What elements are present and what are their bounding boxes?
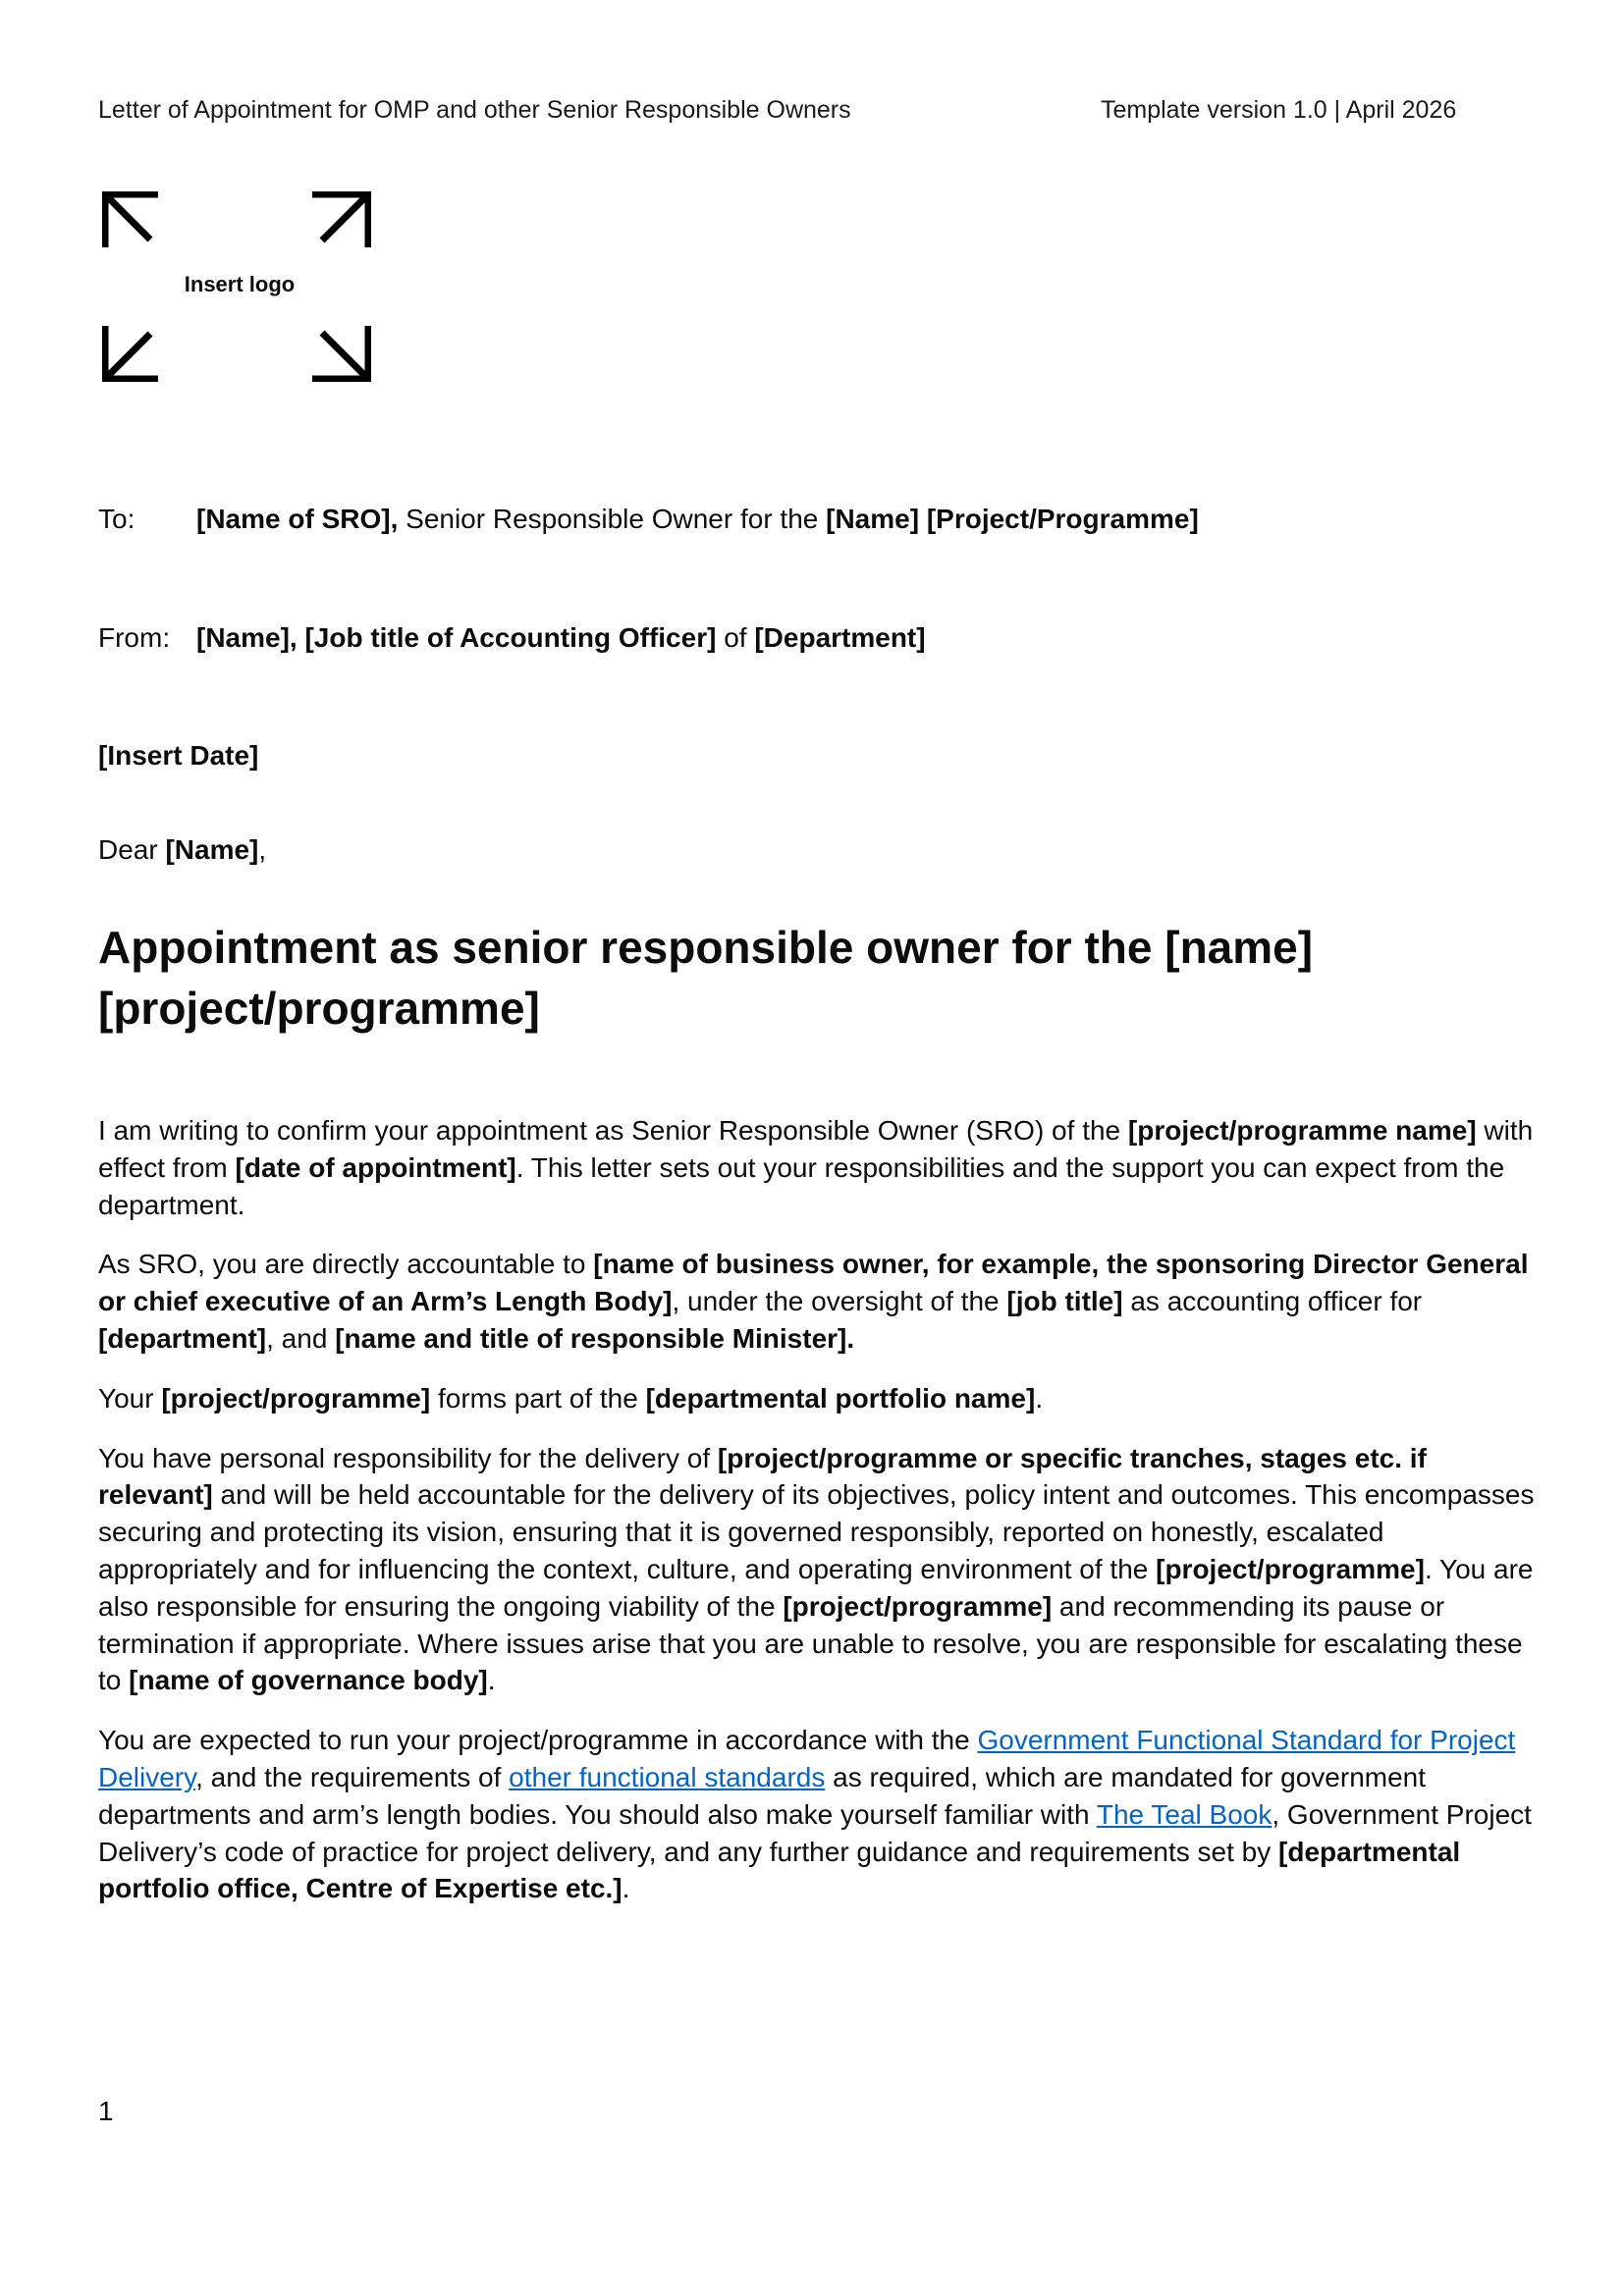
p3-bold-1: [project/programme] (161, 1382, 431, 1414)
salutation (98, 834, 266, 866)
salutation-prefix: Dear (98, 834, 166, 865)
link-functional-standard-project-delivery[interactable]: Government Functional Standard for Project Delivery (98, 1725, 1516, 1792)
p4-text-3: . You are also responsible for ensuring the ongoing viability of the (98, 1553, 1534, 1622)
page-number: 1 (98, 2096, 114, 2126)
from-name: [Name], [Job title of Accounting Officer] (196, 622, 717, 653)
paragraph-accountability (98, 1246, 1542, 1357)
letter-body (98, 1112, 1542, 1930)
header-template-version: Template version 1.0 | April 2026 (1101, 96, 1457, 124)
to-line (98, 503, 1199, 536)
to-name: [Name of SRO], (196, 504, 399, 534)
p2-bold-1: [name of business owner, for example, the sponsoring Director General or chief executive of an Arm’s Length Body] (98, 1249, 1529, 1317)
p3-bold-2: [departmental portfolio name] (645, 1382, 1036, 1414)
p2-bold-3: [department] (98, 1322, 267, 1354)
p4-text-5: . (487, 1665, 496, 1696)
from-department: [Department] (754, 622, 926, 653)
paragraph-responsibility (98, 1440, 1542, 1700)
letter-title: Appointment as senior responsible owner for the [name] [project/programme] (98, 922, 1314, 1034)
link-teal-book[interactable]: The Teal Book (1096, 1798, 1272, 1830)
p1-text-3: . This letter sets out your responsibilities and the support you can expect from the department. (98, 1151, 1505, 1220)
p4-bold-1: [project/programme or specific tranches, stages etc. if relevant] (98, 1442, 1427, 1511)
p3-text-3: . (1035, 1382, 1044, 1414)
p2-bold-4: [name and title of responsible Minister]. (335, 1322, 855, 1354)
salutation-name: [Name] (165, 834, 259, 865)
logo-placeholder[interactable] (102, 191, 371, 382)
from-of-text: of (716, 622, 755, 653)
salutation-suffix: , (258, 834, 267, 865)
link-other-functional-standards[interactable]: other functional standards (509, 1761, 826, 1792)
to-project: [Name] [Project/Programme] (826, 504, 1199, 534)
p5-text-4: , Government Project Delivery’s code of practice for project delivery, and any further guidance and requirements set by (98, 1798, 1532, 1867)
paragraph-standards (98, 1722, 1542, 1907)
paragraph-portfolio (98, 1380, 1542, 1417)
paragraph-appointment (98, 1112, 1542, 1223)
p5-text-5: . (622, 1873, 630, 1904)
to-role-text: Senior Responsible Owner for the (398, 504, 827, 534)
p1-text-1: I am writing to confirm your appointment as Senior Responsible Owner (SRO) of the (98, 1115, 1128, 1146)
p2-bold-2: [job title] (1006, 1286, 1123, 1317)
from-line (98, 621, 926, 655)
p4-bold-4: [name of governance body] (129, 1665, 488, 1696)
p2-text-3: as accounting officer for (1122, 1286, 1423, 1317)
p5-text-3: as required, which are mandated for government departments and arm’s length bodies. You should also make yourself familiar with (98, 1761, 1427, 1830)
p5-bold-1: [departmental portfolio office, Centre of Expertise etc.] (98, 1836, 1461, 1904)
to-label: To: (98, 504, 135, 534)
header-document-title: Letter of Appointment for OMP and other Senior Responsible Owners (98, 96, 851, 124)
p4-bold-2: [project/programme] (1156, 1553, 1425, 1584)
logo-label: Insert logo (184, 272, 296, 296)
p3-text-1: Your (98, 1382, 162, 1414)
p1-text-2: with effect from (98, 1115, 1534, 1183)
p2-text-1: As SRO, you are directly accountable to (98, 1249, 594, 1280)
p1-bold-1: [project/programme name] (1127, 1115, 1477, 1146)
p2-text-4: , and (266, 1322, 336, 1354)
p4-text-2: and will be held accountable for the delivery of its objectives, policy intent and outcomes. This encompasses securing and protecting its vision, ensuring that it is governed responsibly, reported on honestly, escalated appropriately and for influencing the context, culture, and operating environment of the (98, 1479, 1535, 1584)
from-label: From: (98, 622, 171, 653)
letter-date: [Insert Date] (98, 740, 259, 771)
p1-bold-2: [date of appointment] (235, 1151, 516, 1183)
p5-text-2: , and the requirements of (195, 1761, 510, 1792)
p4-text-1: You have personal responsibility for the delivery of (98, 1442, 718, 1473)
p4-text-4: and recommending its pause or termination if appropriate. Where issues arise that you are unable to resolve, you are responsible for escalating these to (98, 1590, 1523, 1696)
p4-bold-3: [project/programme] (783, 1590, 1053, 1622)
p3-text-2: forms part of the (430, 1382, 646, 1414)
p2-text-2: , under the oversight of the (672, 1286, 1007, 1317)
p5-text-1: You are expected to run your project/programme in accordance with the (98, 1725, 978, 1756)
